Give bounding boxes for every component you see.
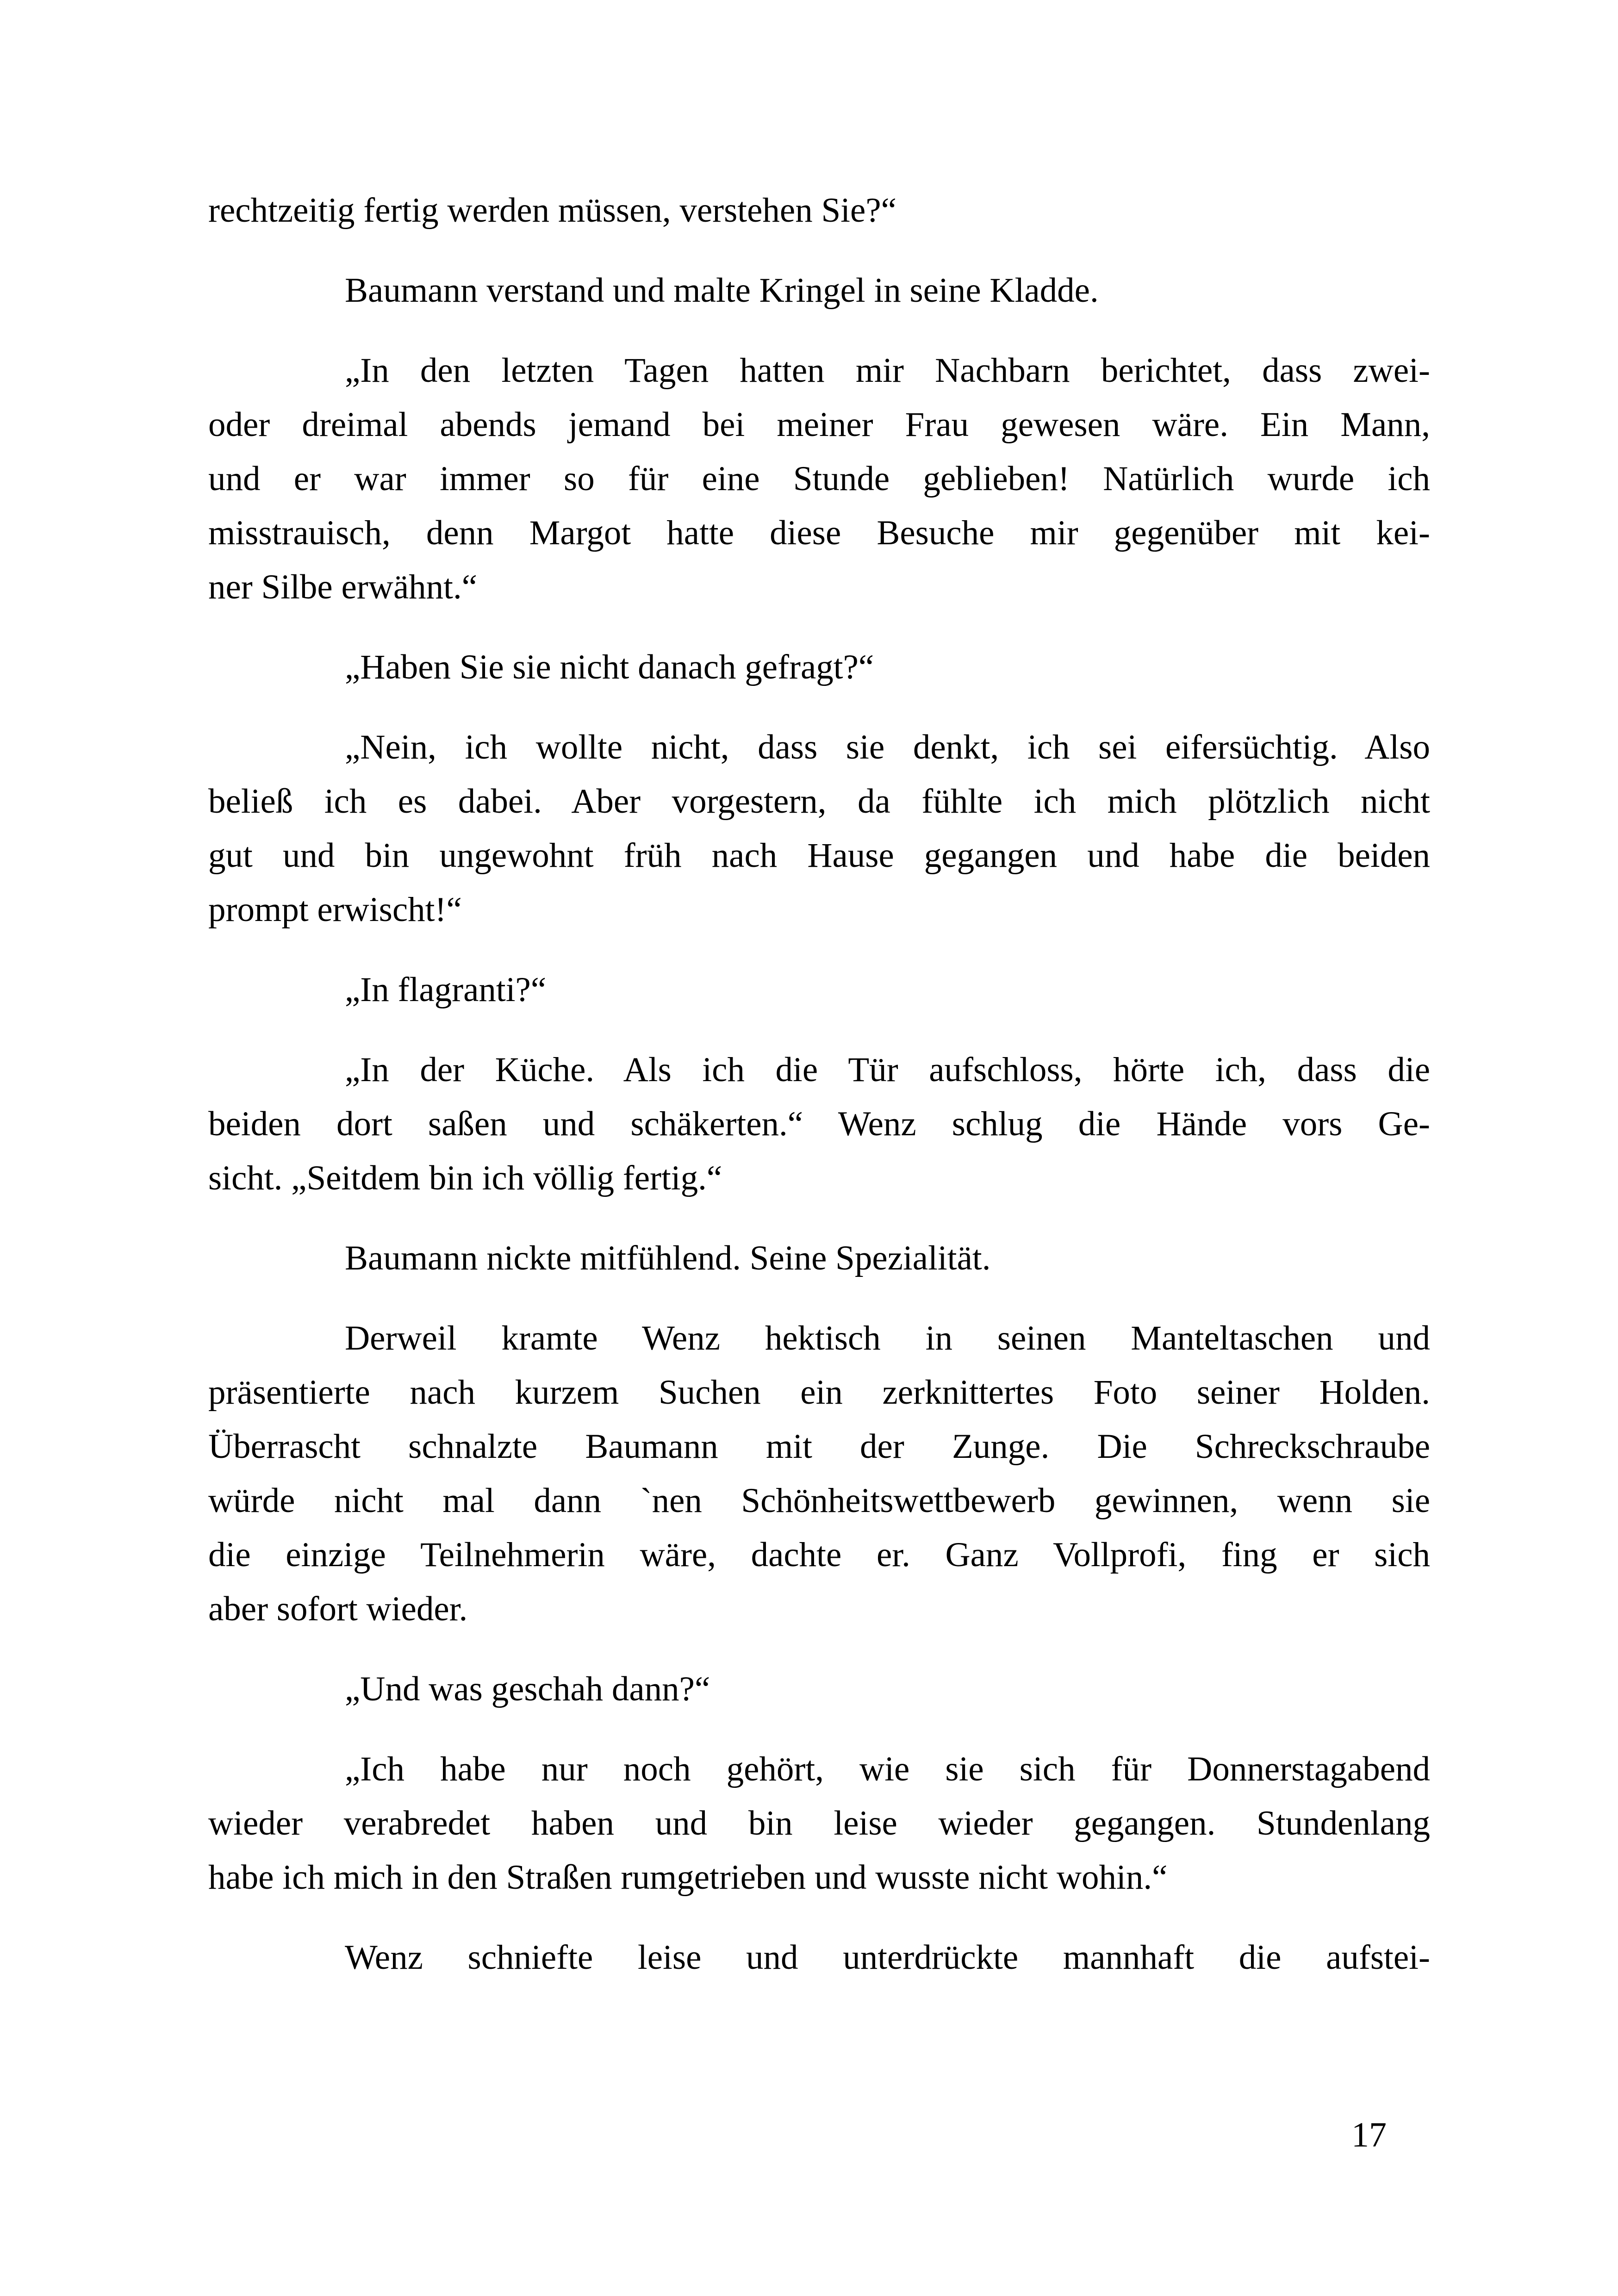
text-line: ner Silbe erwähnt.“ xyxy=(208,568,478,606)
text-line: Überrascht schnalzte Baumann mit der Zunge. Die Schreckschraube xyxy=(208,1427,1430,1466)
text-line: die einzige Teilnehmerin wäre, dachte er. Ganz Vollprofi, fing er sich xyxy=(208,1536,1430,1574)
page-number: 17 xyxy=(1351,2116,1387,2154)
paragraph xyxy=(208,720,1430,937)
text-line: Baumann nickte mitfühlend. Seine Spezialität. xyxy=(345,1239,991,1277)
text-line: Wenz schniefte leise und unterdrückte mannhaft die aufstei- xyxy=(345,1938,1430,1977)
text-line: Baumann verstand und malte Kringel in seine Kladde. xyxy=(345,271,1099,310)
text-line: sicht. „Seitdem bin ich völlig fertig.“ xyxy=(208,1159,722,1197)
text-line: und er war immer so für eine Stunde geblieben! Natürlich wurde ich xyxy=(208,460,1430,498)
paragraph xyxy=(208,640,1430,694)
text-line: oder dreimal abends jemand bei meiner Frau gewesen wäre. Ein Mann, xyxy=(208,405,1430,444)
text-line: gut und bin ungewohnt früh nach Hause gegangen und habe die beiden xyxy=(208,836,1430,875)
paragraph xyxy=(208,183,1430,237)
text-line: „Ich habe nur noch gehört, wie sie sich für Donnerstagabend xyxy=(345,1750,1430,1788)
paragraph xyxy=(208,343,1430,614)
paragraph xyxy=(208,963,1430,1017)
paragraph xyxy=(208,263,1430,317)
paragraph xyxy=(208,1742,1430,1904)
paragraph xyxy=(208,1043,1430,1205)
text-line: präsentierte nach kurzem Suchen ein zerknittertes Foto seiner Holden. xyxy=(208,1373,1430,1412)
text-line: „Nein, ich wollte nicht, dass sie denkt, ich sei eifersüchtig. Also xyxy=(345,728,1430,766)
text-line: aber sofort wieder. xyxy=(208,1590,468,1628)
paragraph xyxy=(208,1231,1430,1285)
text-line: misstrauisch, denn Margot hatte diese Besuche mir gegenüber mit kei- xyxy=(208,514,1430,552)
page-text xyxy=(208,183,1430,1985)
text-line: habe ich mich in den Straßen rumgetrieben und wusste nicht wohin.“ xyxy=(208,1858,1168,1897)
text-line: „Haben Sie sie nicht danach gefragt?“ xyxy=(345,648,874,686)
paragraph xyxy=(208,1311,1430,1636)
text-line: rechtzeitig fertig werden müssen, verstehen Sie?“ xyxy=(208,191,896,230)
text-line: beiden dort saßen und schäkerten.“ Wenz schlug die Hände vors Ge- xyxy=(208,1105,1430,1143)
text-line: „In der Küche. Als ich die Tür aufschloss, hörte ich, dass die xyxy=(345,1051,1430,1089)
text-line: würde nicht mal dann `nen Schönheitswettbewerb gewinnen, wenn sie xyxy=(208,1481,1430,1520)
text-line: wieder verabredet haben und bin leise wieder gegangen. Stundenlang xyxy=(208,1804,1430,1842)
text-line: „Und was geschah dann?“ xyxy=(345,1670,710,1708)
paragraph xyxy=(208,1662,1430,1716)
text-line: Derweil kramte Wenz hektisch in seinen Manteltaschen und xyxy=(345,1319,1430,1357)
text-line: „In den letzten Tagen hatten mir Nachbarn berichtet, dass zwei- xyxy=(345,351,1430,390)
paragraph xyxy=(208,1930,1430,1985)
text-line: prompt erwischt!“ xyxy=(208,890,462,929)
text-line: beließ ich es dabei. Aber vorgestern, da fühlte ich mich plötzlich nicht xyxy=(208,782,1430,821)
text-line: „In flagranti?“ xyxy=(345,971,547,1009)
